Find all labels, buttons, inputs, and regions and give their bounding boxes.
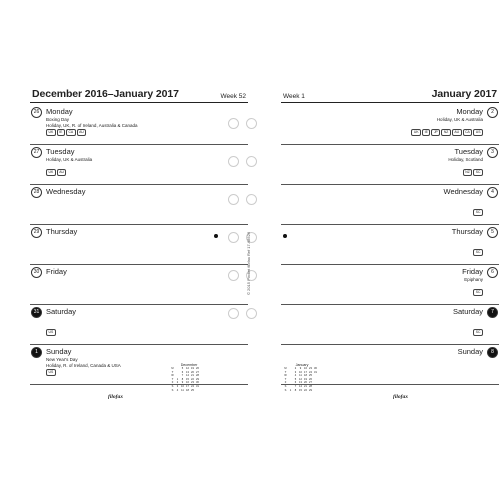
mini-calendar-cell: T: [171, 370, 174, 374]
date-number: 26: [31, 107, 42, 118]
mini-calendar-cell: 18: [186, 388, 189, 392]
country-badge: US: [473, 129, 483, 136]
mini-calendar-cell: 1: [289, 388, 292, 392]
day-name: Saturday: [46, 307, 77, 316]
country-badges: [411, 129, 483, 136]
mini-calendar-cell: 12: [186, 367, 189, 370]
country-badge: UK: [46, 129, 56, 136]
mini-calendar-title: January: [295, 363, 309, 367]
mini-calendar-cell: 9: [299, 367, 302, 370]
mini-calendar-cell: 3: [294, 370, 297, 374]
mini-calendar-cell: 10: [299, 370, 302, 374]
day-name: Sunday: [46, 347, 72, 356]
day-row: [30, 104, 248, 145]
mini-calendar-cell: W: [171, 374, 174, 378]
country-badge: US: [46, 329, 56, 336]
country-badge: SC: [473, 289, 483, 296]
mini-calendar-cell: 21: [191, 374, 194, 378]
mini-calendar-cell: S: [284, 384, 287, 388]
mini-calendar-cell: F: [171, 381, 174, 385]
mini-calendar-cell: 7: [294, 384, 297, 388]
country-badges: [46, 129, 86, 136]
mini-calendar-cell: 7: [181, 374, 184, 378]
country-badge: US: [46, 369, 56, 376]
mini-calendar: [170, 363, 208, 392]
country-badge: AU: [57, 169, 67, 176]
mini-calendar-cell: 5: [294, 377, 297, 381]
date-number: 7: [487, 307, 498, 318]
country-badge: NZ: [441, 129, 451, 136]
mini-calendar-cell: 16: [304, 367, 307, 370]
day-name: Sunday: [457, 347, 483, 356]
country-badge: CA: [463, 129, 473, 136]
day-name: Tuesday: [46, 147, 75, 156]
holiday-note: Holiday, UK & Australia: [436, 117, 483, 122]
mini-calendar-cell: 30: [314, 367, 317, 370]
mini-calendar-cell: 25: [191, 388, 194, 392]
date-number: 29: [31, 227, 42, 238]
page-title: January 2017: [431, 88, 497, 100]
country-badge: NZ: [463, 169, 473, 176]
mini-calendar-cell: 15: [299, 388, 302, 392]
mini-calendar-cell: 27: [309, 381, 312, 385]
mini-calendar-cell: S: [284, 388, 287, 392]
mini-calendar-cell: 20: [191, 370, 194, 374]
mini-calendar-cell: 22: [304, 388, 307, 392]
day-row: [281, 264, 499, 305]
date-number: 28: [31, 187, 42, 198]
country-badges: [46, 329, 56, 336]
country-badge: IE: [57, 129, 65, 136]
mini-calendar-cell: 2: [294, 367, 297, 370]
mini-calendar-cell: 10: [181, 384, 184, 388]
day-name: Tuesday: [454, 147, 483, 156]
holiday-note: Holiday, Scotland: [448, 157, 483, 162]
day-row: [30, 144, 248, 185]
mini-calendar-cell: M: [171, 367, 174, 370]
date-number: 6: [487, 267, 498, 278]
mini-calendar-cell: 14: [299, 384, 302, 388]
mini-calendar-cell: 19: [304, 377, 307, 381]
mini-calendar-grid: [283, 367, 318, 392]
mini-calendar-cell: 18: [304, 374, 307, 378]
country-badge: SC: [473, 249, 483, 256]
day-row: [30, 224, 248, 265]
country-badges: [473, 209, 483, 216]
mini-calendar-cell: T: [284, 370, 287, 374]
mini-calendar-cell: 15: [186, 377, 189, 381]
period-marker-dot: [283, 234, 287, 238]
right-page-header: [281, 88, 499, 103]
day-row: [281, 304, 499, 345]
mini-calendar-cell: 6: [294, 381, 297, 385]
day-row: [30, 304, 248, 345]
mini-calendar-cell: 14: [186, 374, 189, 378]
brand-logo: filofax: [108, 394, 123, 400]
day-name: Friday: [462, 267, 483, 276]
mini-calendar-row: [283, 389, 318, 393]
country-badge: SC: [473, 209, 483, 216]
mini-calendar-cell: 12: [299, 377, 302, 381]
mini-calendar-cell: 28: [309, 384, 312, 388]
country-badge: SC: [473, 169, 483, 176]
mini-calendar-cell: 24: [191, 384, 194, 388]
mini-calendar-cell: T: [171, 377, 174, 381]
mini-calendar-cell: 11: [299, 374, 302, 378]
mini-calendar-cell: 17: [304, 370, 307, 374]
date-number: 5: [487, 227, 498, 238]
mini-calendar-cell: W: [284, 374, 287, 378]
mini-calendar-cell: T: [284, 377, 287, 381]
country-badges: [46, 369, 56, 376]
country-badges: [463, 169, 483, 176]
mini-calendar-cell: 26: [309, 377, 312, 381]
date-number: 31: [31, 307, 42, 318]
mini-calendar-cell: 31: [314, 370, 317, 374]
date-number: 1: [31, 347, 42, 358]
mini-calendar-cell: 16: [186, 381, 189, 385]
mini-calendar-grid: [170, 367, 200, 392]
spine-text: © 2015 Pocket filofax Ref 17-68526: [246, 231, 251, 295]
page-title: December 2016–January 2017: [32, 88, 179, 100]
day-name: Monday: [46, 107, 73, 116]
day-name: Wednesday: [443, 187, 483, 196]
country-badges: [473, 249, 483, 256]
mini-calendar-cell: F: [284, 381, 287, 385]
mini-calendar-cell: 31: [196, 384, 199, 388]
mini-calendar-cell: 11: [181, 388, 184, 392]
mini-calendar-cell: 30: [196, 381, 199, 385]
mini-calendar-cell: 24: [309, 370, 312, 374]
mini-calendar-cell: 2: [176, 381, 179, 385]
mini-calendar-cell: 23: [309, 367, 312, 370]
mini-calendar-cell: 4: [294, 374, 297, 378]
country-badges: [473, 289, 483, 296]
mini-calendar-cell: [195, 389, 200, 393]
mini-calendar-cell: 5: [181, 367, 184, 370]
mini-calendar-cell: 27: [196, 370, 199, 374]
mini-calendar-cell: S: [171, 384, 174, 388]
country-badges: [473, 329, 483, 336]
country-badge: CA: [66, 129, 76, 136]
country-badge: AU: [452, 129, 462, 136]
date-number: 2: [487, 107, 498, 118]
day-row: [281, 104, 499, 145]
day-row: [281, 224, 499, 265]
mini-calendar-title: December: [180, 363, 198, 367]
mini-calendar-cell: 21: [304, 384, 307, 388]
holiday-note: Boxing Day Holiday, UK, R. of Ireland, Australia & Canada: [46, 117, 138, 128]
day-name: Monday: [456, 107, 483, 116]
holiday-note: New Year's Day Holiday, R. of Ireland, Canada & USA: [46, 357, 121, 368]
mini-calendar-cell: 3: [176, 384, 179, 388]
mini-calendar-cell: 8: [294, 388, 297, 392]
country-badge: JP: [431, 129, 440, 136]
mini-calendar-cell: M: [284, 367, 287, 370]
mini-calendar: [283, 363, 321, 392]
mini-calendar-cell: 29: [196, 377, 199, 381]
mini-calendar-cell: 17: [186, 384, 189, 388]
mini-calendar-cell: 8: [181, 377, 184, 381]
mini-calendar-cell: 23: [191, 381, 194, 385]
country-badge: UK: [411, 129, 421, 136]
period-marker-dot: [214, 234, 218, 238]
mini-calendar-row: [170, 389, 200, 393]
date-number: 4: [487, 187, 498, 198]
mini-calendar-cell: 9: [181, 381, 184, 385]
date-number: 27: [31, 147, 42, 158]
mini-calendar-cell: 20: [304, 381, 307, 385]
country-badge: UK: [46, 169, 56, 176]
country-badge: AU: [77, 129, 87, 136]
brand-logo: filofax: [393, 394, 408, 400]
mini-calendar-cell: S: [171, 388, 174, 392]
date-number: 3: [487, 147, 498, 158]
holiday-note: Epiphany: [464, 277, 483, 282]
date-number: 8: [487, 347, 498, 358]
day-row: [30, 264, 248, 305]
mini-calendar-cell: 13: [299, 381, 302, 385]
mini-calendar-cell: 26: [196, 367, 199, 370]
mini-calendar-cell: 28: [196, 374, 199, 378]
country-badges: [46, 169, 66, 176]
mini-calendar-cell: [313, 389, 318, 393]
mini-calendar-cell: 4: [176, 388, 179, 392]
day-name: Thursday: [451, 227, 483, 236]
mini-calendar-cell: 22: [191, 377, 194, 381]
week-label: Week 52: [220, 93, 246, 100]
day-name: Friday: [46, 267, 67, 276]
holiday-note: Holiday, UK & Australia: [46, 157, 93, 162]
day-row: [281, 144, 499, 185]
left-diary-page: [30, 88, 248, 400]
day-name: Wednesday: [46, 187, 86, 196]
day-row: [30, 184, 248, 225]
mini-calendar-cell: 29: [309, 388, 312, 392]
date-number: 30: [31, 267, 42, 278]
mini-calendar-cell: 1: [176, 377, 179, 381]
mini-calendar-cell: 19: [191, 367, 194, 370]
right-diary-page: [281, 88, 499, 400]
mini-calendar-cell: 25: [309, 374, 312, 378]
day-row: [30, 344, 248, 385]
country-badge: IE: [422, 129, 430, 136]
day-name: Saturday: [452, 307, 483, 316]
mini-calendar-cell: 13: [186, 370, 189, 374]
left-page-header: [30, 88, 248, 103]
day-row: [281, 184, 499, 225]
mini-calendar-cell: 6: [181, 370, 184, 374]
country-badge: SC: [473, 329, 483, 336]
week-label: Week 1: [283, 93, 305, 100]
day-name: Thursday: [46, 227, 78, 236]
